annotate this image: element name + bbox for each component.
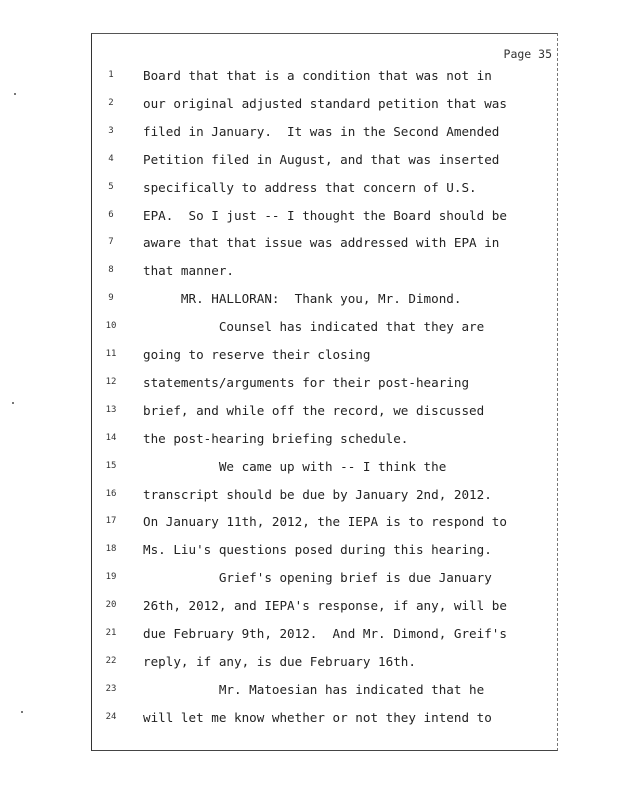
transcript-line: We came up with -- I think the [143, 458, 447, 474]
transcript-line: reply, if any, is due February 16th. [143, 653, 416, 669]
transcript-line: going to reserve their closing [143, 347, 371, 362]
line-number: 7 [108, 237, 114, 248]
transcript-line: aware that that issue was addressed with EPA in [143, 235, 500, 251]
line-number: 23 [105, 683, 117, 694]
transcript-page-frame [91, 33, 558, 751]
transcript-line: brief, and while off the record, we discussed [143, 402, 485, 418]
margin-speck [12, 402, 14, 404]
line-number: 15 [105, 460, 117, 471]
line-number: 24 [105, 711, 117, 722]
line-number: 4 [108, 153, 114, 164]
line-number: 21 [105, 628, 117, 638]
transcript-line: that manner. [143, 263, 234, 279]
transcript-line: filed in January. It was in the Second Amended [143, 123, 500, 139]
line-number: 5 [108, 181, 114, 192]
line-number: 2 [108, 97, 114, 108]
line-number: 10 [105, 321, 117, 332]
line-number: 1 [108, 70, 114, 80]
transcript-line: MR. HALLORAN: Thank you, Mr. Dimond. [143, 291, 462, 307]
line-number: 22 [105, 655, 117, 666]
margin-speck [21, 711, 23, 713]
line-number: 8 [108, 265, 114, 276]
margin-speck [14, 93, 16, 95]
transcript-line: due February 9th, 2012. And Mr. Dimond, Greif's [143, 626, 507, 641]
transcript-line: On January 11th, 2012, the IEPA is to respond to [143, 514, 507, 530]
transcript-line: Petition filed in August, and that was inserted [143, 151, 500, 167]
line-number: 6 [108, 209, 114, 220]
line-number: 11 [105, 349, 117, 359]
line-number: 20 [105, 600, 117, 611]
transcript-line: Mr. Matoesian has indicated that he [143, 681, 485, 697]
line-number: 17 [105, 516, 117, 527]
transcript-line: our original adjusted standard petition that was [143, 95, 507, 111]
line-number: 18 [105, 544, 117, 555]
transcript-line: statements/arguments for their post-hearing [143, 374, 470, 390]
line-number: 12 [105, 376, 117, 387]
line-number: 14 [105, 432, 117, 443]
transcript-line: specifically to address that concern of U.S. [143, 179, 477, 195]
transcript-line: EPA. So I just -- I thought the Board should be [143, 207, 507, 223]
transcript-line: transcript should be due by January 2nd, 2012. [143, 486, 492, 502]
transcript-line: will let me know whether or not they intend to [143, 709, 492, 725]
line-number: 3 [108, 125, 114, 136]
page-number: Page 35 [503, 47, 552, 61]
line-number: 13 [105, 404, 117, 415]
transcript-line: 26th, 2012, and IEPA's response, if any, will be [143, 598, 507, 614]
transcript-line: Counsel has indicated that they are [143, 319, 485, 335]
transcript-line: Grief's opening brief is due January [143, 570, 492, 586]
transcript-line: the post-hearing briefing schedule. [143, 430, 409, 446]
line-number: 16 [105, 488, 117, 499]
transcript-line: Board that that is a condition that was not in [143, 68, 492, 83]
line-number: 9 [108, 293, 114, 304]
line-number: 19 [105, 572, 117, 583]
transcript-line: Ms. Liu's questions posed during this hearing. [143, 542, 492, 558]
